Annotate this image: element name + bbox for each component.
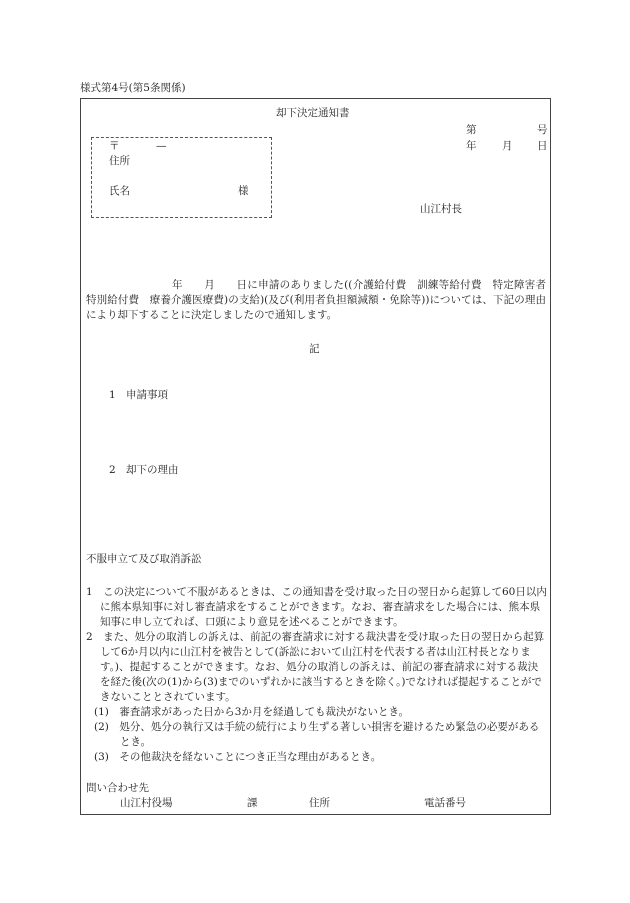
ki-marker: 記: [309, 343, 320, 355]
appeal-sub-item-3: (3) その他裁決を経ないことにつき正当な理由があるとき。: [94, 751, 382, 763]
contact-address: 住所: [309, 797, 330, 809]
form-number-label: 様式第4号(第5条関係): [80, 82, 186, 94]
number-suffix: 号: [537, 124, 548, 136]
appeal-text: [86, 585, 548, 765]
date-year: 年: [466, 140, 477, 152]
item-2-label: 却下の理由: [126, 464, 179, 476]
item-1-number: 1: [109, 389, 116, 401]
honorific: 様: [238, 185, 249, 197]
document-title: 却下決定通知書: [276, 107, 350, 119]
date-day: 日: [537, 140, 548, 152]
contact-phone: 電話番号: [424, 797, 466, 809]
address-label: 住所: [109, 155, 130, 167]
appeal-paragraph-2: 2 また、処分の取消しの訴えは、前記の審査請求に対する裁決書を受け取った日の翌日から起算して6か月以内に山江村を被告として(訴訟において山江村を代表する者は山江村長となります。)、提起することができます。なお、処分の取消しの訴えは、前記の審査請求に対する裁決を経た後(次の(1)から(3)までのいずれかに該当するときを除く。)でなければ提起することができないこととされています。: [86, 631, 545, 703]
body-text: ((介護給付費 訓練等給付費 特定障害者特別給付費 療養介護医療費)の支給)(及び(利用者負担額減額・免除等))については、下記の理由により却下することに決定しましたので通知します。: [86, 279, 546, 321]
item-1-label: 申請事項: [126, 389, 168, 401]
item-2-number: 2: [109, 464, 116, 476]
name-label: 氏名: [109, 185, 130, 197]
appeal-heading: 不服申立て及び取消訴訟: [86, 553, 202, 565]
body-date-part: 年 月 日に申請のありました: [172, 279, 345, 291]
contact-heading: 問い合わせ先: [86, 782, 149, 794]
number-prefix: 第: [466, 124, 477, 136]
contact-office: 山江村役場: [120, 797, 173, 809]
date-month: 月: [502, 140, 513, 152]
appeal-sub-item-1: (1) 審査請求があった日から3か月を経過しても裁決がないとき。: [94, 706, 410, 718]
postal-mark: 〒: [109, 140, 120, 152]
contact-section: 課: [247, 797, 258, 809]
appeal-paragraph-1: 1 この決定について不服があるときは、この通知書を受け取った日の翌日から起算して60日以内に熊本県知事に対し審査請求をすることができます。なお、審査請求をした場合には、熊本県知事に申し立てれば、口頭により意見を述べることができます。: [86, 586, 547, 628]
appeal-sub-item-2: (2) 処分、処分の執行又は手続の続行により生ずる著しい損害を避けるため緊急の必要があるとき。: [94, 721, 540, 748]
notice-body: [86, 278, 546, 323]
sender-name: 山江村長: [420, 203, 462, 215]
postal-dash: —: [156, 140, 167, 152]
